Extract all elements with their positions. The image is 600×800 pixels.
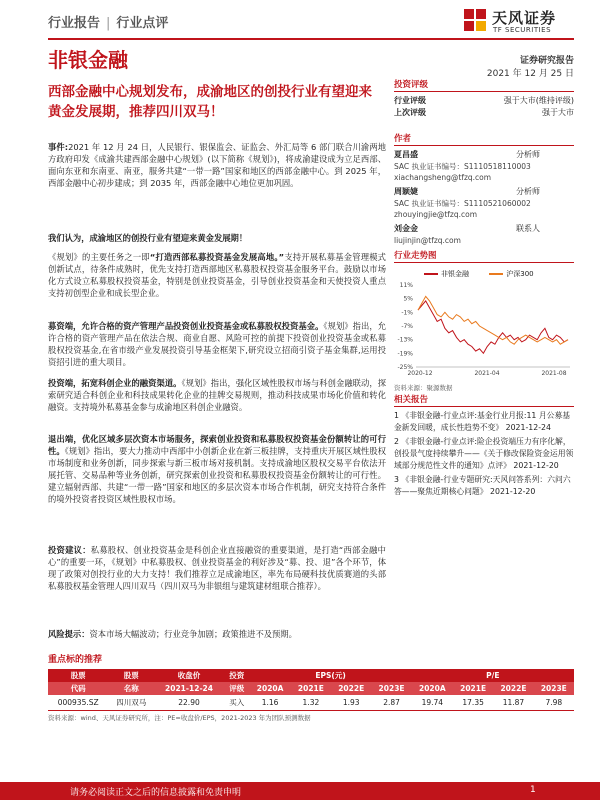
analyst-email[interactable]: zhouyingjie@tfzq.com [394,210,478,219]
tf-securities-logo [462,4,574,38]
analyst-sac: SAC 执业证书编号：S1110521060002 [394,199,531,208]
analyst-name-row [394,186,574,198]
x-tick-label: 2021-04 [474,370,500,377]
report-category-bar [48,12,168,31]
trend-chart [394,281,574,381]
table-cell: 1.16 [249,695,290,711]
y-tick-label: -1% [401,309,413,317]
legend-item-2 [489,270,533,278]
analyst-email[interactable]: xiachangsheng@tfzq.com [394,173,492,182]
th-invest: 投资 [224,669,250,682]
th-sub: 2020A [412,682,453,695]
legend-label-1: 非银金融 [441,270,469,278]
p5-post: 私募股权、创业投资基金是科创企业直接融资的重要渠道，是打造“西部金融中心”的重要一环，《规划》中私募股权、创业投资基金的利好涉及“募、投、退”各个环节，体现了政策对创投行业的大力支持！我们推荐立足成渝地区，率先布局硬科技优质赛道的头部私募股权基金管理人四川双马（四川双马为非银组与建筑建材组联合推荐）。 [48,545,386,591]
rating-label: 行业评级 [394,96,426,105]
y-tick-label: -25% [397,364,413,371]
p4-bold: 退出端，优化区域多层次资本市场服务，探索创业投资和私募股权投资基金份额转让的可行性。 [48,434,386,456]
analyst-role: 联系人 [516,224,540,233]
trend-title: 行业走势图 [394,249,574,263]
th-sub: 2021E [291,682,331,695]
analyst-list [394,149,574,246]
risk-paragraph [48,628,386,640]
header-rule [48,38,574,40]
analyst-name: 刘金金 [394,224,418,233]
table-cell: 四川双马 [108,695,154,711]
opinion-line: 我们认为，成渝地区的创投行业有望迎来黄金发展期！ [48,233,248,243]
table-cell: 2.87 [371,695,411,711]
stock-table-header-2 [48,682,574,695]
analyst-sac: SAC 执业证书编号：S1110518110003 [394,162,531,171]
legend-swatch-1 [424,273,438,275]
table-cell: 1.32 [291,695,331,711]
table-row [48,695,574,711]
report-type: 证券研究报告 [519,56,574,66]
prev-rating-row [394,107,574,119]
th-sub: 2022E [331,682,371,695]
x-tick-label: 2021-08 [541,370,567,377]
p3-bold: 投资端，拓宽科创企业的融资渠道。 [48,378,182,388]
table-cell: 1.93 [331,695,371,711]
rating-row [394,95,574,107]
table-cell: 000935.SZ [48,695,108,711]
analyst-email[interactable]: liujinjin@tfzq.com [394,236,461,245]
footer-bar [0,782,600,800]
trend-section [394,249,574,392]
p5-bold: 投资建议： [48,545,91,555]
chart-source: 资料来源：聚源数据 [394,384,453,392]
report-category: 行业报告 [48,16,101,31]
analyst-role: 分析师 [516,187,540,196]
stock-table [48,669,574,711]
rating-section [394,78,574,119]
th-sub: 2021E [453,682,493,695]
y-tick-label: 5% [403,295,413,303]
p2-post: 《规划》指出，允许合格的资产管理产品在依法合规、商业自愿、风险可控的前提下投资创业投资基金或私募股权投资基金,在省市级产业发展投资引导基金框架下,研究设立招商引资子基金集群,运用投资招引进的重大项目。 [48,321,386,367]
related-title: 相关报告 [394,393,574,407]
stock-table-header-1 [48,669,574,682]
analyst-name: 夏昌盛 [394,150,418,159]
th-sub: 2023E [371,682,411,695]
rating-title: 投资评级 [394,78,574,92]
table-cell: 22.90 [154,695,224,711]
separator: | [106,16,111,31]
series-line [418,301,568,353]
p3-post: 《规划》指出，强化区域性股权市场与科创金融联动，探索研究适合科创企业和科技成果转化企业的挂牌交易规则，推动科技成果市场化价值和转化融资。支持境外私募基金参与成渝地区科创企业融资。 [48,378,386,412]
related-report-item[interactable]: 1 《非银金融-行业点评:基金行业月报:11 月公募基金新发回暖，成长性趋势不变》 2021-12-24 [394,411,571,432]
paragraph-4 [48,433,386,505]
stock-table-body [48,695,574,711]
analyst-role: 分析师 [516,150,540,159]
chart-legend [394,269,574,279]
table-cell: 买入 [224,695,250,711]
footer-disclaimer: 请务必阅读正文之后的信息披露和免责申明 [70,788,242,798]
related-section [394,393,574,500]
th-sub: 2021-12-24 [154,682,224,695]
tf-logo-icon [462,6,490,34]
th-close: 收盘价 [154,669,224,682]
sector-title: 非银金融 [48,48,128,72]
th-sub: 2022E [493,682,533,695]
paragraph-5 [48,544,386,592]
headline: 西部金融中心规划发布，成渝地区的创投行业有望迎来黄金发展期，推荐四川双马！ [48,84,372,120]
rating-value: 强于大市(维持评级) [503,96,574,105]
p2-bold: 募资端，允许合格的资产管理产品投资创业投资基金或私募股权投资基金。 [48,321,324,331]
th-sub: 2020A [249,682,290,695]
author-section [394,132,574,246]
related-report-item[interactable]: 2 《非银金融-行业点评:险企投资端压力有序化解，创投景气度持续攀升——《关于修改保险资金运用领域部分规范性文件的通知》点评》 2021-12-20 [394,437,574,470]
legend-item-1 [424,270,469,278]
p1-pre: 《规划》的主要任务之一即 [48,252,150,262]
legend-label-2: 沪深300 [506,270,534,278]
risk-post: 资本市场大幅波动；行业竞争加剧；政策推进不及预期。 [89,629,297,639]
event-label: 事件: [48,142,69,152]
y-tick-label: -19% [397,350,413,358]
table-cell: 11.87 [493,695,533,711]
prev-rating-label: 上次评级 [394,108,426,117]
author-title: 作者 [394,132,574,146]
related-list [394,410,574,498]
logo-cn-text: 天风证券 [492,9,557,27]
report-date: 2021 年 12 月 25 日 [486,69,574,79]
th-sub: 名称 [108,682,154,695]
th-stock-1: 股票 [48,669,108,682]
th-sub: 2023E [534,682,574,695]
analyst-entry [394,149,574,183]
paragraph-3 [48,377,386,413]
p4-post: 《规划》指出，要大力推动中西部中小创新企业在新三板挂牌，支持重庆开展区域性股权市场制度和业务创新，同步探索与新三板市场对接机制。支持成渝地区股权交易平台依法开展托管、交易品种等业务创新，研究探索创业投资和私募股权投资基金份额转让的可行性。建立辐射西部、共建“一带一路”国家和地区的多层次资本市场合作机制，研究支持符合条件的境外投资者投资区域性股权市场。 [48,446,386,504]
th-sub: 代码 [48,682,108,695]
analyst-name-row [394,149,574,161]
paragraph-2 [48,320,386,368]
th-eps: EPS(元) [249,669,411,682]
table-cell: 17.35 [453,695,493,711]
paragraph-1 [48,251,386,299]
prev-rating-value: 强于大市 [542,108,574,117]
logo-en-text: TF SECURITIES [493,26,552,34]
y-tick-label: -13% [397,336,413,344]
th-sub: 评级 [224,682,250,695]
p1-post: 支持开展私募基金管理模式创新试点，待条件成熟时，优先支持打造西部地区私募股权投资基金服务平台。鼓励以市场化方式设立私募股权投资基金，特别是创业投资基金，引导创业投资基金和天使投资人重点支持初创型企业和成长型企业。 [48,252,386,298]
event-paragraph [48,141,386,189]
table-cell: 19.74 [412,695,453,711]
y-tick-label: 11% [399,282,413,289]
x-tick-label: 2020-12 [407,370,433,377]
risk-bold: 风险提示： [48,629,90,639]
table-cell: 7.98 [534,695,574,711]
report-subcategory: 行业点评 [116,16,169,31]
event-text: 2021 年 12 月 24 日，人民银行、银保监会、证监会、外汇局等 6 部门联合川渝两地方政府印发《成渝共建西部金融中心规划》(以下简称《规划》)，将成渝建设成为立足西部、面向东亚和东南亚、南亚，服务共建“一带一路”国家和地区的西部金融中心。到 2025 年，西部金融中心初步建成；到 2035 年，西部金融中心地位更加巩固。 [48,142,386,188]
y-tick-label: -7% [401,323,413,330]
p1-bold: “打造西部私募投资基金发展高地。” [149,252,285,262]
table-source-note: 资料来源：wind、天风证券研究所，注：PE=收盘价/EPS，2021-2023 年为团队预测数据 [48,714,311,722]
th-stock-2: 股票 [108,669,154,682]
analyst-name-row [394,223,574,235]
legend-swatch-2 [489,273,503,275]
stock-table-title: 重点标的推荐 [48,655,103,665]
page-number: 1 [530,785,536,795]
related-report-item[interactable]: 3 《非银金融-行业专题研究:天风问答系列：六问六答——聚焦近期核心问题》 2021-12-20 [394,475,571,496]
analyst-entry [394,186,574,220]
analyst-name: 周颖婕 [394,187,418,196]
th-pe: P/E [412,669,574,682]
series-line [418,296,568,344]
analyst-entry [394,223,574,246]
